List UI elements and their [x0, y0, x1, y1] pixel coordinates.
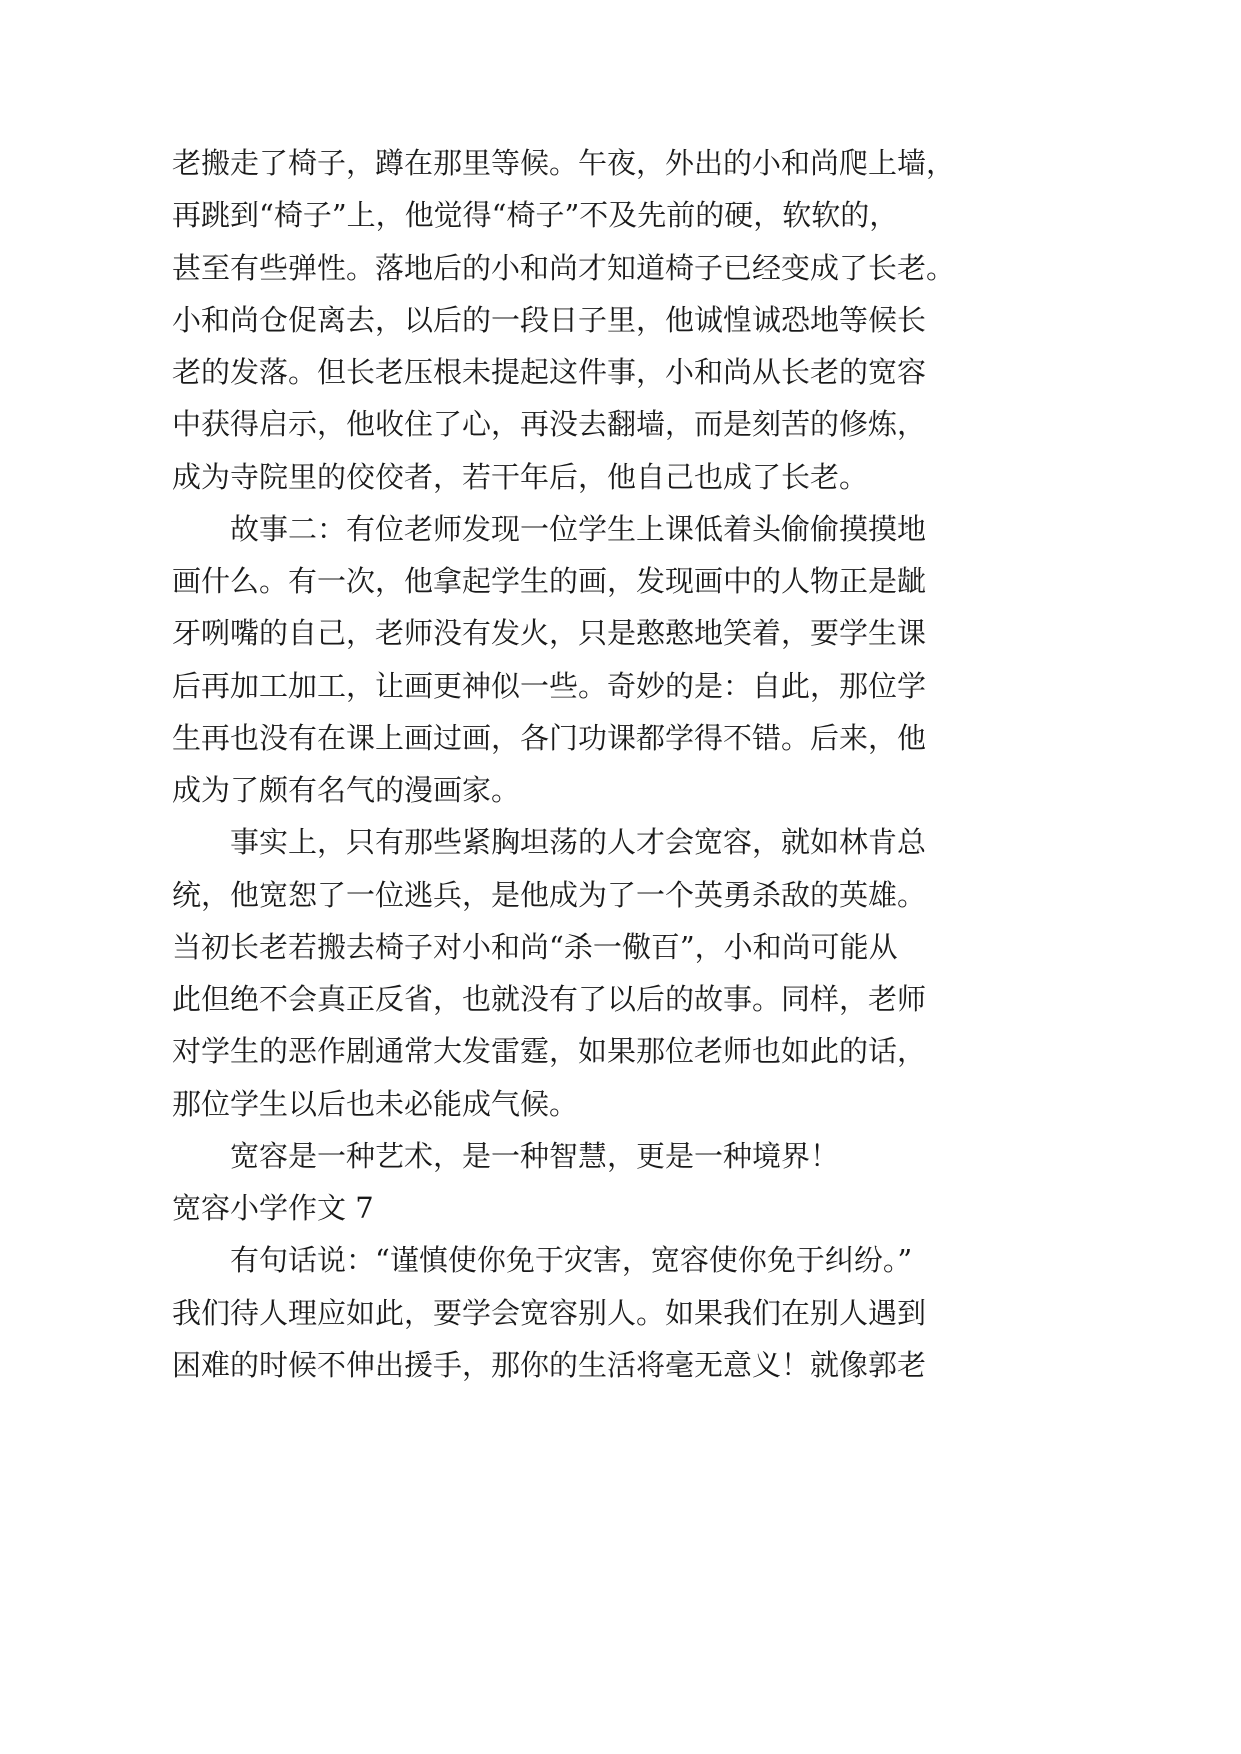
text-line: 老的发落。但长老压根未提起这件事，小和尚从长老的宽容: [172, 355, 927, 389]
text-line: 甚至有些弹性。落地后的小和尚才知道椅子已经变成了长老。: [172, 250, 956, 285]
text-line: 困难的时候不伸出援手，那你的生活将毫无意义！就像郭老: [172, 1347, 927, 1382]
text-line: 再跳到“椅子”上，他觉得“椅子”不及先前的硬，软软的，: [172, 198, 899, 233]
text-line: 小和尚仓促离去，以后的一段日子里，他诚惶诚恐地等候长: [172, 302, 927, 337]
text-line: 此但绝不会真正反省，也就没有了以后的故事。同样，老师: [172, 982, 927, 1016]
text-line: 生再也没有在课上画过画，各门功课都学得不错。后来，他: [172, 720, 927, 755]
paragraph: [172, 503, 1072, 817]
text-line: 当初长老若搬去椅子对小和尚“杀一儆百”，小和尚可能从: [172, 929, 898, 964]
document-body: [172, 137, 1072, 1391]
text-line: 事实上，只有那些紧胸坦荡的人才会宽容，就如林肯总: [230, 825, 927, 860]
text-line: 统，他宽恕了一位逃兵，是他成为了一个英勇杀敌的英雄。: [172, 877, 927, 912]
text-line: 那位学生以后也未必能成气候。: [172, 1086, 579, 1121]
paragraph: [172, 1130, 1072, 1182]
text-line: 中获得启示，他收住了心，再没去翻墙，而是刻苦的修炼，: [172, 407, 927, 442]
text-line: 老搬走了椅子，蹲在那里等候。午夜，外出的小和尚爬上墙，: [172, 146, 956, 180]
paragraph: [172, 816, 1072, 1130]
text-line: 牙咧嘴的自己，老师没有发火，只是憨憨地笑着，要学生课: [172, 616, 927, 651]
text-line: 成为寺院里的佼佼者，若干年后，他自己也成了长老。: [172, 459, 869, 494]
text-line: 画什么。有一次，他拿起学生的画，发现画中的人物正是龇: [172, 564, 927, 598]
text-line: 后再加工加工，让画更神似一些。奇妙的是：自此，那位学: [172, 668, 927, 703]
essay-title: 宽容小学作文 7: [172, 1191, 374, 1225]
text-line: 对学生的恶作剧通常大发雷霆，如果那位老师也如此的话，: [172, 1034, 927, 1069]
text-line: 成为了颇有名气的漫画家。: [172, 773, 521, 807]
text-line: 有句话说：“谨慎使你免于灾害，宽容使你免于纠纷。”: [230, 1243, 913, 1278]
paragraph: [172, 1234, 1072, 1391]
text-line: 我们待人理应如此，要学会宽容别人。如果我们在别人遇到: [172, 1295, 927, 1330]
text-line: 故事二：有位老师发现一位学生上课低着头偷偷摸摸地: [230, 511, 927, 546]
paragraph: [172, 137, 1072, 503]
text-line: 宽容是一种艺术，是一种智慧，更是一种境界！: [230, 1138, 840, 1173]
